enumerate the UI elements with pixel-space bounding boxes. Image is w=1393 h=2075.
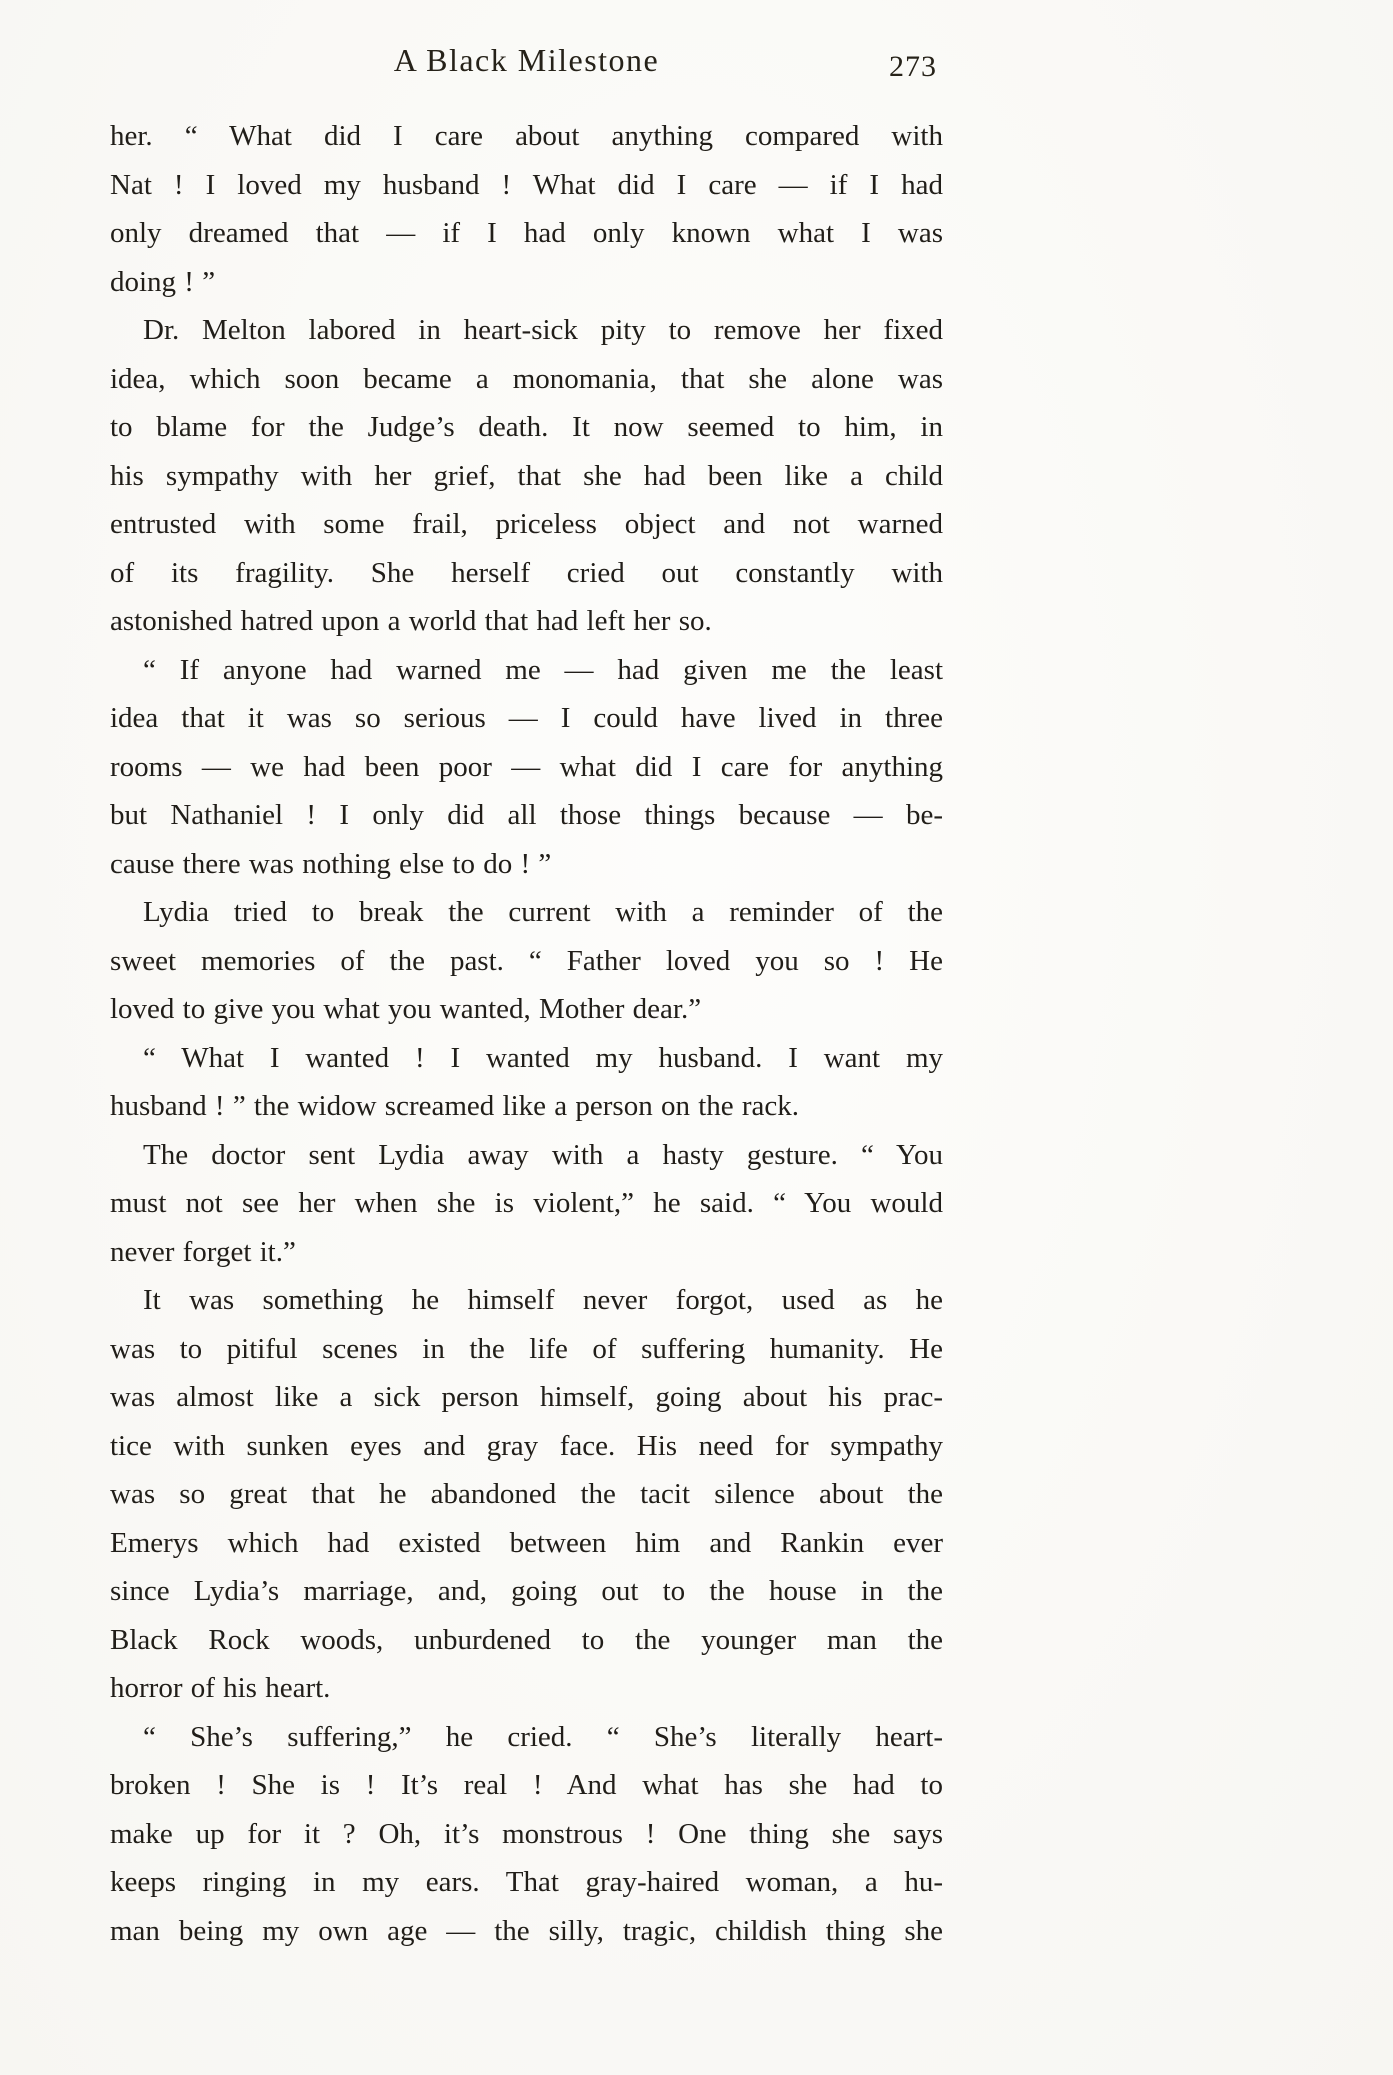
text-line: Nat ! I loved my husband ! What did I care — if I had bbox=[110, 168, 943, 201]
text-line: astonished hatred upon a world that had left her so. bbox=[110, 605, 712, 637]
text-line: was so great that he abandoned the tacit silence about the bbox=[110, 1478, 943, 1510]
paragraph bbox=[110, 306, 943, 646]
text-line: Dr. Melton labored in heart-sick pity to remove her fixed bbox=[143, 314, 943, 346]
text-line: The doctor sent Lydia away with a hasty gesture. “ You bbox=[143, 1138, 943, 1171]
page-number: 273 bbox=[889, 50, 937, 83]
text-line: her. “ What did I care about anything compared with bbox=[110, 120, 943, 152]
paragraph bbox=[110, 1131, 943, 1277]
text-line: Lydia tried to break the current with a reminder of the bbox=[143, 896, 943, 928]
text-line: Emerys which had existed between him and Rankin ever bbox=[110, 1526, 943, 1559]
paragraph bbox=[110, 1034, 943, 1131]
text-column bbox=[110, 42, 943, 1955]
running-title: A Black Milestone bbox=[393, 42, 660, 78]
text-line: husband ! ” the widow screamed like a person on the rack. bbox=[110, 1090, 800, 1122]
text-line: sweet memories of the past. “ Father loved you so ! He bbox=[110, 944, 943, 977]
text-line: “ She’s suffering,” he cried. “ She’s literally heart- bbox=[143, 1720, 943, 1753]
text-line: Black Rock woods, unburdened to the younger man the bbox=[110, 1623, 943, 1656]
text-line: never forget it.” bbox=[110, 1235, 296, 1268]
text-line: but Nathaniel ! I only did all those things because — be- bbox=[110, 799, 943, 831]
page-header bbox=[110, 42, 943, 88]
text-line: It was something he himself never forgot, used as he bbox=[143, 1284, 943, 1316]
text-line: to blame for the Judge’s death. It now seemed to him, in bbox=[110, 411, 943, 443]
text-line: make up for it ? Oh, it’s monstrous ! One thing she says bbox=[110, 1817, 943, 1850]
text-line: “ What I wanted ! I wanted my husband. I want my bbox=[143, 1041, 943, 1074]
text-line: keeps ringing in my ears. That gray-haired woman, a hu- bbox=[110, 1866, 943, 1898]
text-line: was to pitiful scenes in the life of suffering humanity. He bbox=[110, 1332, 943, 1365]
text-line: loved to give you what you wanted, Mother dear.” bbox=[110, 993, 702, 1025]
paragraph bbox=[110, 1713, 943, 1956]
text-line: must not see her when she is violent,” he said. “ You would bbox=[110, 1187, 943, 1219]
paragraph bbox=[110, 1276, 943, 1713]
text-line: man being my own age — the silly, tragic, childish thing she bbox=[110, 1914, 943, 1947]
text-line: his sympathy with her grief, that she had been like a child bbox=[110, 459, 943, 492]
text-line: only dreamed that — if I had only known what I was bbox=[110, 217, 943, 249]
text-line: doing ! ” bbox=[110, 265, 216, 298]
paragraph bbox=[110, 888, 943, 1034]
text-line: since Lydia’s marriage, and, going out to the house in the bbox=[110, 1575, 943, 1607]
text-line: was almost like a sick person himself, going about his prac- bbox=[110, 1381, 943, 1413]
text-line: “ If anyone had warned me — had given me the least bbox=[143, 653, 943, 686]
text-line: tice with sunken eyes and gray face. His need for sympathy bbox=[110, 1429, 943, 1462]
text-line: horror of his heart. bbox=[110, 1672, 331, 1704]
text-line: entrusted with some frail, priceless object and not warned bbox=[110, 508, 943, 540]
text-line: of its fragility. She herself cried out constantly with bbox=[110, 556, 943, 589]
text-line: cause there was nothing else to do ! ” bbox=[110, 847, 552, 880]
text-line: rooms — we had been poor — what did I care for anything bbox=[110, 750, 943, 783]
page-text bbox=[110, 112, 943, 1955]
text-line: idea that it was so serious — I could have lived in three bbox=[110, 702, 943, 734]
text-line: idea, which soon became a monomania, that she alone was bbox=[110, 362, 943, 395]
paragraph bbox=[110, 646, 943, 889]
paragraph bbox=[110, 112, 943, 306]
text-line: broken ! She is ! It’s real ! And what has she had to bbox=[110, 1769, 943, 1801]
